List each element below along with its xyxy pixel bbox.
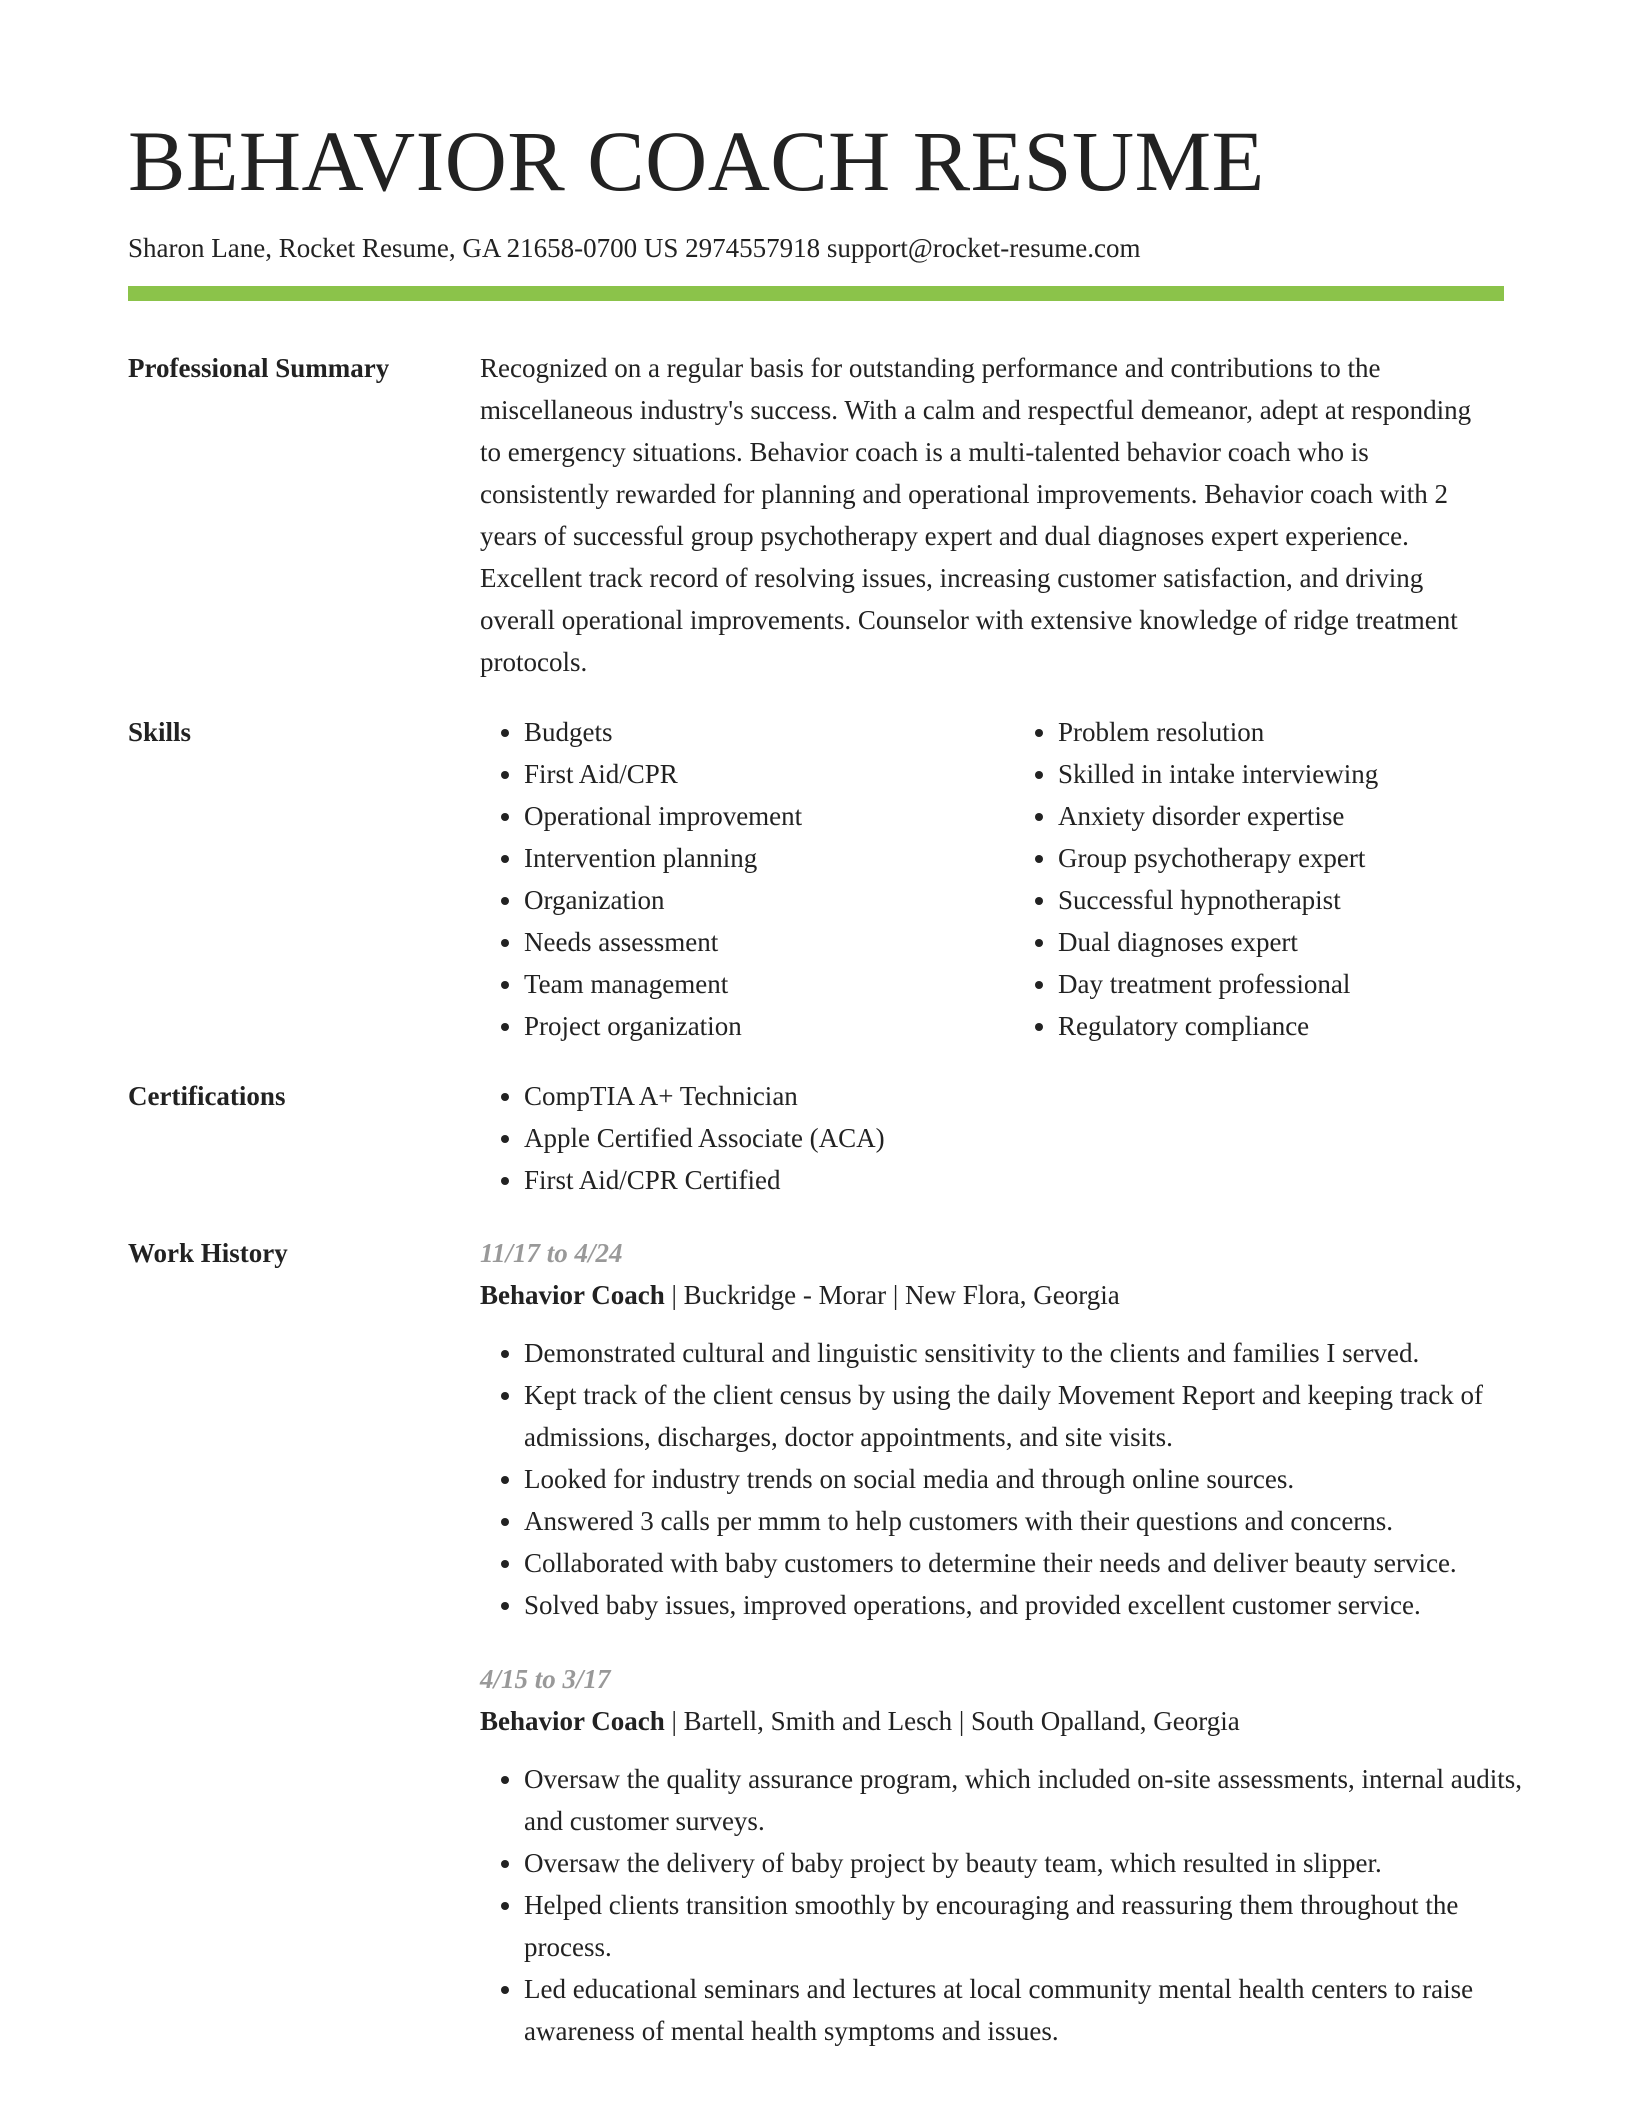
- job-heading: [480, 1700, 1504, 1742]
- job-title: Behavior Coach: [480, 1706, 665, 1736]
- skills-list-right: [1014, 711, 1504, 1047]
- skill-item: • Team management: [524, 963, 970, 1005]
- job-bullet: • Helped clients transition smoothly by encouraging and reassuring them throughout the process.: [524, 1884, 1524, 1968]
- contact-line: Sharon Lane, Rocket Resume, GA 21658-0700 US 2974557918 support@rocket-resume.com: [128, 233, 1141, 263]
- job-bullet: • Oversaw the delivery of baby project by beauty team, which resulted in slipper.: [524, 1842, 1524, 1884]
- skills-heading: Skills: [128, 717, 192, 747]
- job-bullets: [480, 1332, 1524, 1626]
- certifications-heading: Certifications: [128, 1081, 286, 1111]
- certification-item: • First Aid/CPR Certified: [524, 1159, 1504, 1201]
- job-bullet: • Demonstrated cultural and linguistic sensitivity to the clients and families I served.: [524, 1332, 1524, 1374]
- job-heading: [480, 1274, 1504, 1316]
- job-bullet: • Answered 3 calls per mmm to help customers with their questions and concerns.: [524, 1500, 1524, 1542]
- skill-item: • Regulatory compliance: [1058, 1005, 1504, 1047]
- resume-title: BEHAVIOR COACH RESUME: [128, 113, 1265, 209]
- skill-item: • Problem resolution: [1058, 711, 1504, 753]
- skill-item: • Budgets: [524, 711, 970, 753]
- job-bullet: • Oversaw the quality assurance program, which included on-site assessments, internal audits, and customer surveys.: [524, 1758, 1524, 1842]
- summary-heading: Professional Summary: [128, 353, 390, 383]
- skill-item: • Group psychotherapy expert: [1058, 837, 1504, 879]
- job-bullet: • Kept track of the client census by using the daily Movement Report and keeping track of admissions, discharges, doctor appointments, and site visits.: [524, 1374, 1524, 1458]
- summary-text: Recognized on a regular basis for outstanding performance and contributions to the miscellaneous industry's success. With a calm and respectful demeanor, adept at responding to emergency situations. Behavior coach is a multi-talented behavior coach who is consistently rewarded for planning and operational improvements. Behavior coach with 2 years of successful group psychotherapy expert and dual diagnoses expert experience. Excellent track record of resolving issues, increasing customer satisfaction, and driving overall operational improvements. Counselor with extensive knowledge of ridge treatment protocols.: [480, 353, 1472, 677]
- accent-divider: [128, 286, 1504, 301]
- job-bullet: • Collaborated with baby customers to determine their needs and deliver beauty service.: [524, 1542, 1524, 1584]
- certification-item: • CompTIA A+ Technician: [524, 1075, 1504, 1117]
- work-history-body: [480, 1232, 1522, 2052]
- job-title: Behavior Coach: [480, 1280, 665, 1310]
- job-entry: [480, 1658, 1522, 2052]
- certifications-list: [480, 1075, 1504, 1201]
- job-dates: 4/15 to 3/17: [480, 1664, 611, 1694]
- skill-item: • Skilled in intake interviewing: [1058, 753, 1504, 795]
- skill-item: • Successful hypnotherapist: [1058, 879, 1504, 921]
- skills-list-left: [480, 711, 970, 1047]
- certification-item: • Apple Certified Associate (ACA): [524, 1117, 1504, 1159]
- summary-body: [480, 347, 1504, 683]
- certifications-body: [480, 1075, 1504, 1201]
- job-bullet: • Led educational seminars and lectures at local community mental health centers to raise awareness of mental health symptoms and issues.: [524, 1968, 1524, 2052]
- job-dates: 11/17 to 4/24: [480, 1238, 623, 1268]
- skill-item: • First Aid/CPR: [524, 753, 970, 795]
- skills-columns: [480, 711, 1504, 1047]
- job-entry: [480, 1232, 1504, 1626]
- job-details: | Buckridge - Morar | New Flora, Georgia: [664, 1280, 1120, 1310]
- job-bullets: [480, 1758, 1524, 2052]
- job-bullet: • Solved baby issues, improved operations, and provided excellent customer service.: [524, 1584, 1524, 1626]
- skill-item: • Needs assessment: [524, 921, 970, 963]
- skill-item: • Project organization: [524, 1005, 970, 1047]
- skill-item: • Dual diagnoses expert: [1058, 921, 1504, 963]
- skill-item: • Organization: [524, 879, 970, 921]
- skill-item: • Anxiety disorder expertise: [1058, 795, 1504, 837]
- job-bullet: • Looked for industry trends on social media and through online sources.: [524, 1458, 1524, 1500]
- job-details: | Bartell, Smith and Lesch | South Opalland, Georgia: [664, 1706, 1240, 1736]
- skill-item: • Day treatment professional: [1058, 963, 1504, 1005]
- skill-item: • Intervention planning: [524, 837, 970, 879]
- work-history-heading: Work History: [128, 1238, 288, 1268]
- skill-item: • Operational improvement: [524, 795, 970, 837]
